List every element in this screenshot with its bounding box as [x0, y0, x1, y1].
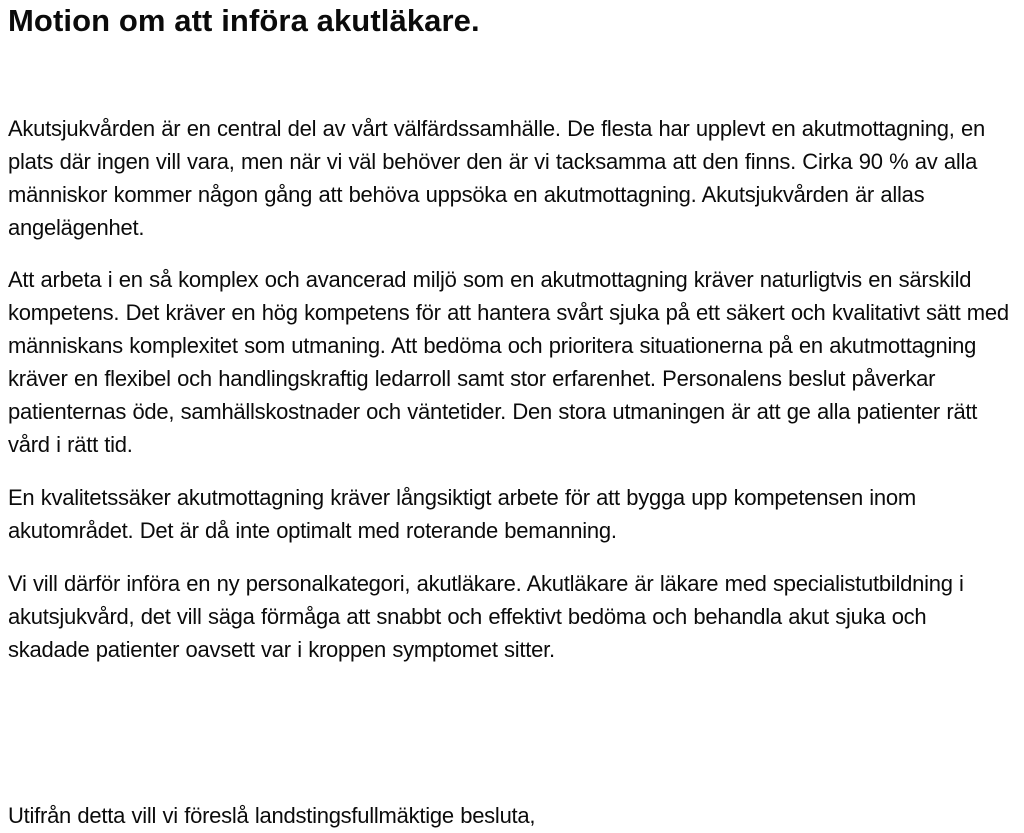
document-title: Motion om att införa akutläkare. — [8, 3, 480, 38]
paragraph-intro: Akutsjukvården är en central del av vårt välfärdssamhälle. De flesta har upplevt en akutmottagning, en plats där ingen vill vara, men när vi väl behöver den är vi tacksamma att den finns. Cirka 90 % av alla människor kommer någon gång att behöva uppsöka en akutmottagning. Akutsjukvården är allas angelägenhet. — [8, 116, 985, 240]
paragraph-competence: Att arbeta i en så komplex och avancerad miljö som en akutmottagning kräver naturligtvis en särskild kompetens. Det kräver en hög kompetens för att hantera svårt sjuka på ett säkert och kvalitativt sätt med människans komplexitet som utmaning. Att bedöma och prioritera situationerna på en akutmottagning kräver en flexibel och handlingskraftig ledarroll samt stor erfarenhet. Personalens beslut påverkar patienternas öde, samhällskostnader och väntetider. Den stora utmaningen är att ge alla patienter rätt vård i rätt tid. — [8, 267, 1009, 457]
paragraph-quality: En kvalitetssäker akutmottagning kräver långsiktigt arbete för att bygga upp kompetensen inom akutområdet. Det är då inte optimalt med roterande bemanning. — [8, 485, 916, 543]
closing-statement: Utifrån detta vill vi föreslå landstingsfullmäktige besluta, — [8, 803, 536, 828]
paragraph-proposal: Vi vill därför införa en ny personalkategori, akutläkare. Akutläkare är läkare med specialistutbildning i akutsjukvård, det vill säga förmåga att snabbt och effektivt bedöma och behandla akut sjuka och skadade patienter oavsett var i kroppen symptomet sitter. — [8, 571, 964, 662]
